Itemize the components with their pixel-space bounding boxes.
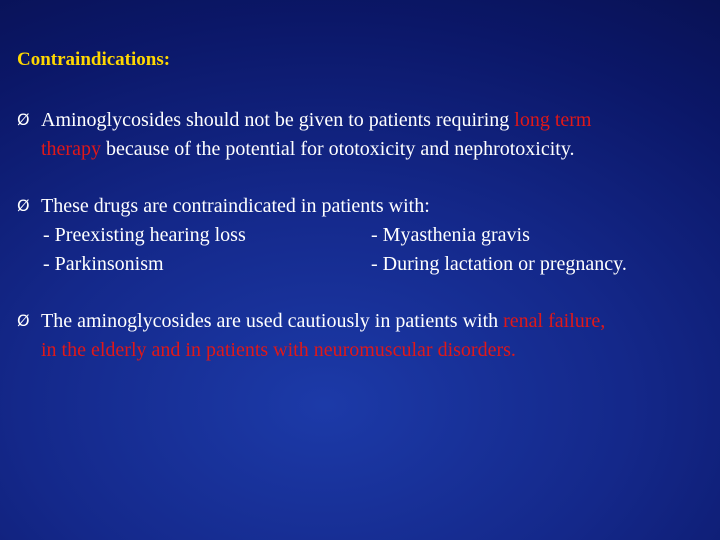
emphasis-text: long term	[514, 109, 592, 131]
bullet-text: The aminoglycosides are used cautiously in patients with	[41, 310, 504, 332]
bullet-text: These drugs are contraindicated in patients with:	[41, 195, 430, 217]
arrow-bullet-icon: Ø	[17, 196, 30, 215]
condition-item: - Myasthenia gravis	[371, 224, 530, 246]
bullet-contraindicated-conditions	[17, 191, 717, 279]
condition-item: - During lactation or pregnancy.	[371, 253, 627, 275]
condition-row	[17, 250, 717, 279]
bullet-line	[17, 306, 717, 336]
bullet-cautious-use	[17, 306, 717, 365]
bullet-line	[17, 336, 717, 365]
bullet-line	[17, 105, 717, 135]
bullet-long-term-therapy	[17, 105, 717, 164]
bullet-text: Aminoglycosides should not be given to patients requiring	[41, 109, 515, 131]
bullet-text: because of the potential for ototoxicity and nephrotoxicity.	[100, 138, 575, 160]
slide-heading: Contraindications:	[17, 49, 171, 70]
arrow-bullet-icon: Ø	[17, 110, 30, 129]
bullet-line	[17, 135, 717, 164]
emphasis-text: renal failure,	[503, 310, 606, 332]
bullet-line	[17, 191, 717, 221]
emphasis-text: therapy	[41, 138, 101, 160]
emphasis-text: in the elderly and in patients with neuromuscular disorders.	[41, 339, 516, 361]
condition-item: - Parkinsonism	[43, 253, 164, 275]
condition-item: - Preexisting hearing loss	[43, 224, 246, 246]
arrow-bullet-icon: Ø	[17, 311, 30, 330]
condition-row	[17, 221, 717, 250]
